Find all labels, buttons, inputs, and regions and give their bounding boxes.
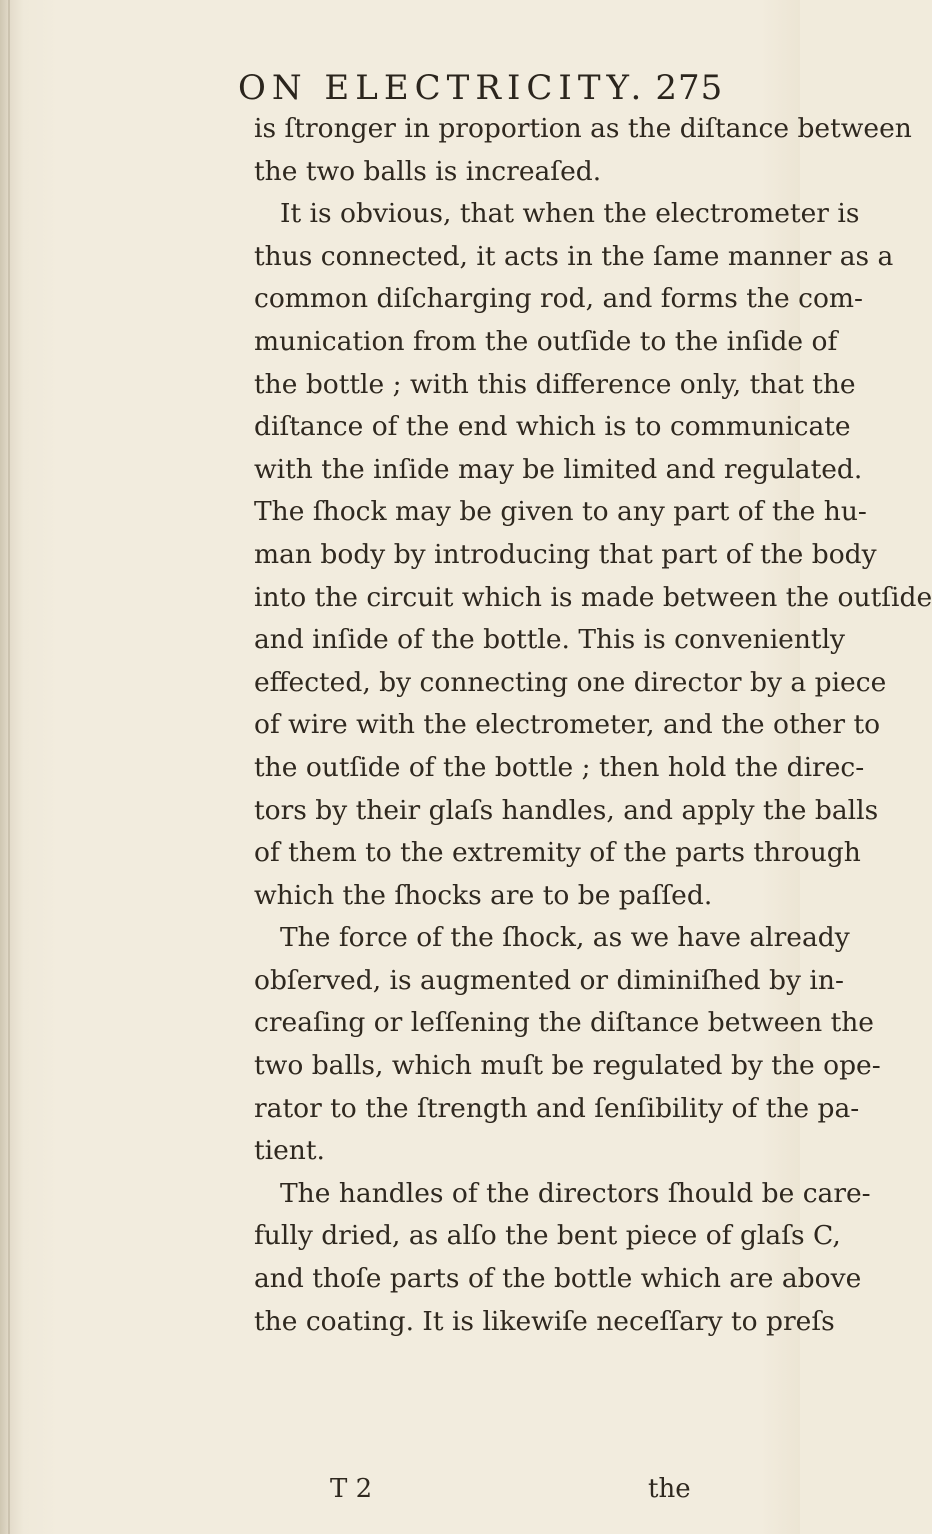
text-line: fully dried, as alſo the bent piece of glaſs C, [254,1220,841,1252]
text-line: common diſcharging rod, and forms the com- [254,283,863,315]
text-line: which the ſhocks are to be paſſed. [254,879,713,911]
text-line: creaſing or leſſening the diſtance between the [254,1007,874,1039]
text-line: munication from the outſide to the inſide of [254,325,838,357]
running-header [238,68,778,108]
text-line: of them to the extremity of the parts through [254,837,861,869]
text-line: obſerved, is augmented or diminiſhed by in- [254,964,844,996]
text-line: thus connected, it acts in the ſame manner as a [254,240,894,272]
text-line: the bottle ; with this difference only, that the [254,368,856,400]
text-line: the outſide of the bottle ; then hold the direc- [254,751,865,783]
text-line: rator to the ſtrength and ſenſibility of the pa- [254,1092,860,1124]
page-gutter [8,0,10,1534]
catchword: the [648,1474,691,1504]
text-line: The ſhock may be given to any part of the hu- [254,496,867,528]
text-line: of wire with the electrometer, and the other to [254,709,881,741]
text-line: tors by their glaſs handles, and apply the balls [254,794,879,826]
text-line: two balls, which muſt be regulated by the ope- [254,1050,881,1082]
text-line: the coating. It is likewiſe neceſſary to preſs [254,1305,835,1337]
text-line: man body by introducing that part of the body [254,538,877,570]
text-line: effected, by connecting one director by a piece [254,666,887,698]
text-line: into the circuit which is made between the outſide [254,581,932,613]
text-line: is ſtronger in proportion as the diſtance between [254,113,912,144]
text-line: tient. [254,1135,325,1167]
page-footer [330,1474,780,1514]
text-line: The handles of the directors ſhould be care- [280,1177,871,1209]
text-line: It is obvious, that when the electrometer is [280,198,860,230]
text-line: and thoſe parts of the bottle which are above [254,1263,862,1295]
signature-mark: T 2 [330,1474,373,1504]
text-line: The force of the ſhock, as we have already [280,922,850,954]
page-number: 275 [655,68,724,108]
text-line: with the inſide may be limited and regulated. [254,453,863,485]
text-line: diſtance of the end which is to communicate [254,411,851,443]
text-line: the two balls is increaſed. [254,155,602,187]
text-line: and inſide of the bottle. This is conveniently [254,624,846,656]
body-text [254,108,932,1343]
header-title: ON ELECTRICITY. [238,68,648,108]
